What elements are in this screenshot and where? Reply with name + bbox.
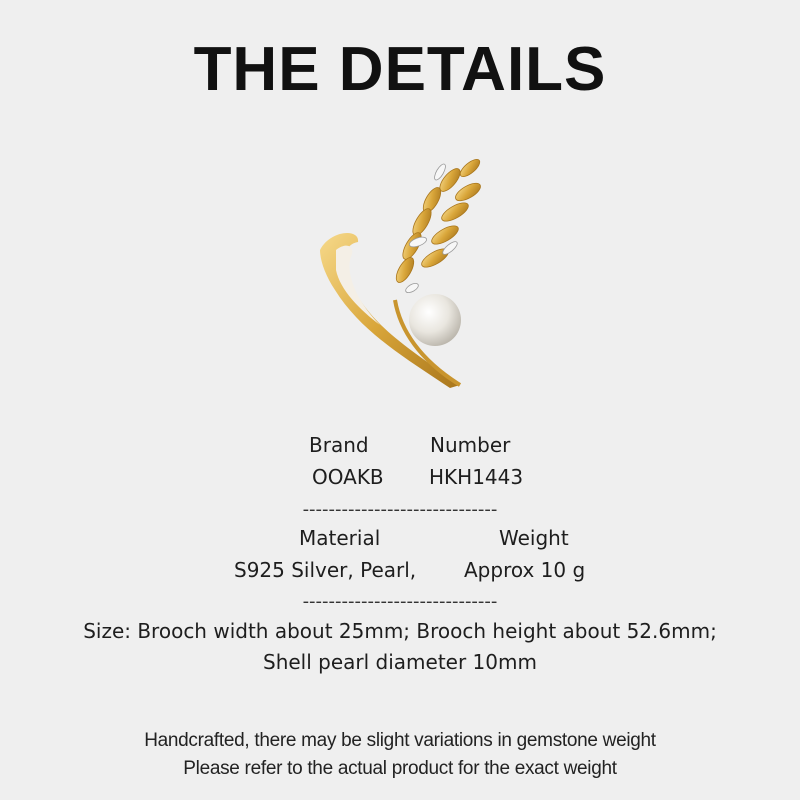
divider-bottom: ------------------------------ (302, 591, 498, 612)
wheat-brooch-image (300, 150, 500, 395)
brand-value: OOAKB (312, 465, 384, 489)
number-label: Number (430, 433, 511, 457)
note-line-2: Please refer to the actual product for the exact weight (183, 758, 617, 779)
page-title: THE DETAILS (193, 35, 607, 104)
number-value: HKH1443 (429, 465, 524, 489)
note-line-1: Handcrafted, there may be slight variations in gemstone weight (144, 730, 656, 751)
material-label: Material (299, 526, 381, 550)
weight-value: Approx 10 g (464, 558, 586, 582)
brand-label: Brand (309, 433, 369, 457)
size-line-1: Size: Brooch width about 25mm; Brooch height about 52.6mm; (83, 619, 717, 643)
weight-label: Weight (499, 526, 569, 550)
divider-top: ------------------------------ (302, 499, 498, 520)
size-line-2: Shell pearl diameter 10mm (263, 650, 537, 674)
material-value: S925 Silver, Pearl, (234, 558, 417, 582)
